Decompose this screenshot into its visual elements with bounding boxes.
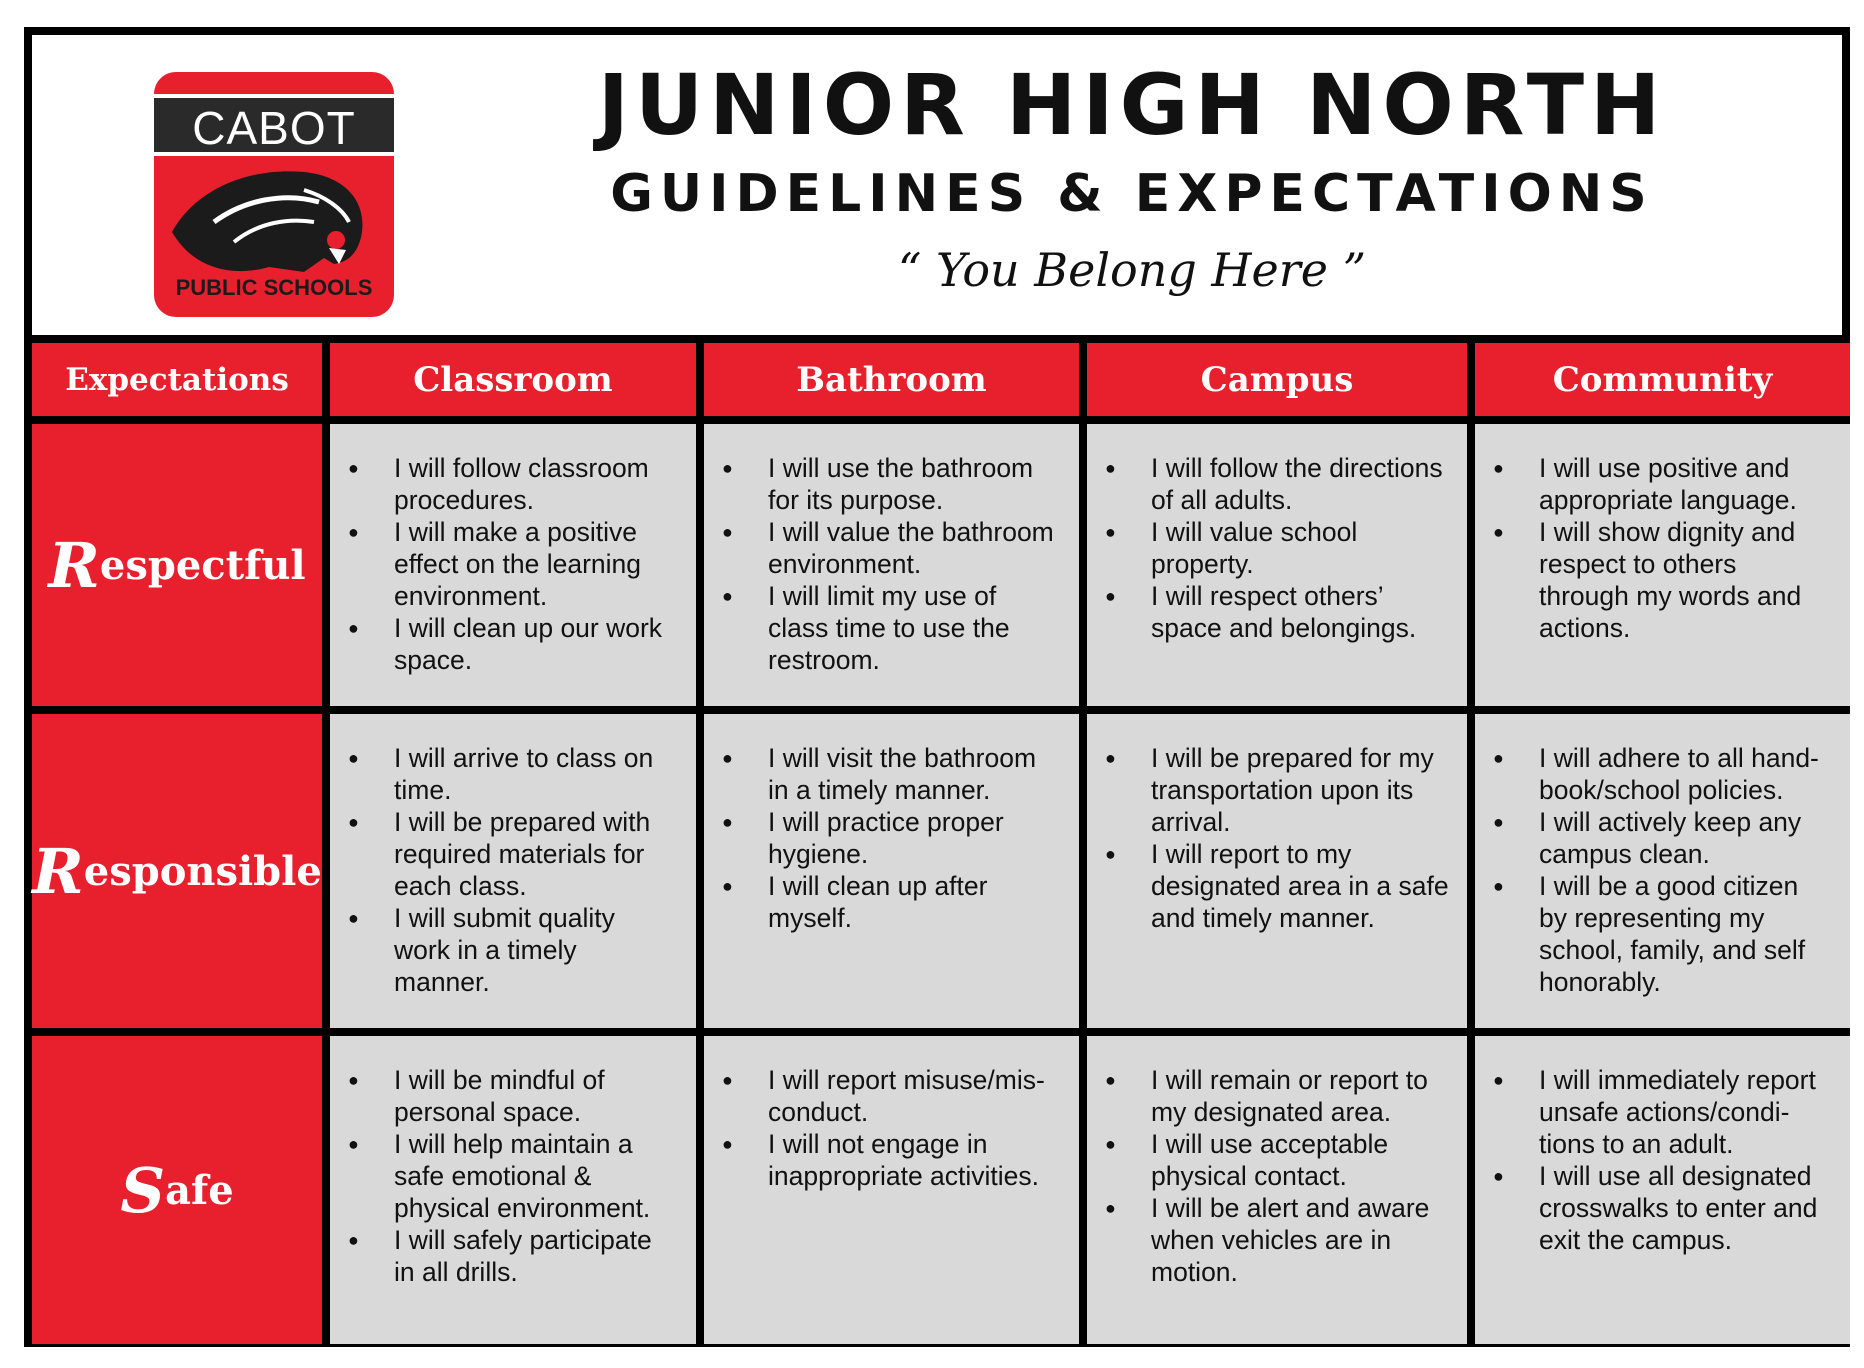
- cell-respectful-classroom: [330, 424, 696, 706]
- row-label-respectful: [32, 424, 322, 706]
- list-item: ● I will show dignity and respect to others through my words and actions.: [1493, 516, 1832, 644]
- row-label-initial: S: [120, 1153, 166, 1227]
- list-item: ● I will make a positive effect on the learning environment.: [348, 516, 678, 612]
- list-item: ● I will actively keep any campus clean.: [1493, 806, 1832, 870]
- list-item: ● I will submit quality work in a timely manner.: [348, 902, 678, 998]
- expectations-table: [32, 343, 1842, 1339]
- logo-brand-bottom: PUBLIC SCHOOLS: [175, 275, 373, 300]
- column-header-classroom: Classroom: [330, 343, 696, 416]
- list-item: ● I will be alert and aware when vehicles are in motion.: [1105, 1192, 1449, 1288]
- row-label-responsible: [32, 714, 322, 1028]
- cell-responsible-campus: [1087, 714, 1467, 1028]
- cell-respectful-community: [1475, 424, 1850, 706]
- row-label-initial: R: [32, 834, 84, 908]
- list-item: ● I will arrive to class on time.: [348, 742, 678, 806]
- list-item: ● I will immediately report unsafe actions/condi-tions to an adult.: [1493, 1064, 1832, 1160]
- list-item: ● I will follow the directions of all adults.: [1105, 452, 1449, 516]
- cell-safe-campus: [1087, 1036, 1467, 1344]
- list-item: ● I will adhere to all hand-book/school policies.: [1493, 742, 1832, 806]
- list-item: ● I will use the bathroom for its purpose.: [722, 452, 1061, 516]
- column-header-campus: Campus: [1087, 343, 1467, 416]
- list-item: ● I will be mindful of personal space.: [348, 1064, 678, 1128]
- list-item: ● I will value the bathroom environment.: [722, 516, 1061, 580]
- list-item: ● I will clean up our work space.: [348, 612, 678, 676]
- column-header-community: Community: [1475, 343, 1850, 416]
- list-item: ● I will use acceptable physical contact.: [1105, 1128, 1449, 1192]
- list-item: ● I will use all designated crosswalks to enter and exit the campus.: [1493, 1160, 1832, 1256]
- cabot-logo: [154, 72, 394, 317]
- logo-brand-top: CABOT: [192, 102, 356, 154]
- list-item: ● I will be prepared with required materials for each class.: [348, 806, 678, 902]
- list-item: ● I will be a good citizen by representing my school, family, and self honorably.: [1493, 870, 1832, 998]
- row-label-safe: [32, 1036, 322, 1344]
- row-label-rest: espectful: [99, 541, 306, 589]
- row-label-rest: esponsible: [83, 847, 322, 895]
- cell-responsible-community: [1475, 714, 1850, 1028]
- page-title: JUNIOR HIGH NORTH: [597, 56, 1667, 154]
- page-subtitle-text: GUIDELINES & EXPECTATIONS: [610, 164, 1654, 224]
- list-item: ● I will remain or report to my designated area.: [1105, 1064, 1449, 1128]
- tagline: “ You Belong Here ”: [897, 243, 1367, 297]
- cell-responsible-bathroom: [704, 714, 1079, 1028]
- list-item: ● I will help maintain a safe emotional & physical environment.: [348, 1128, 678, 1224]
- list-item: ● I will report misuse/mis-conduct.: [722, 1064, 1061, 1128]
- list-item: ● I will limit my use of class time to use the restroom.: [722, 580, 1061, 676]
- list-item: ● I will be prepared for my transportation upon its arrival.: [1105, 742, 1449, 838]
- list-item: ● I will not engage in inappropriate activities.: [722, 1128, 1061, 1192]
- list-item: ● I will practice proper hygiene.: [722, 806, 1061, 870]
- list-item: ● I will value school property.: [1105, 516, 1449, 580]
- list-item: ● I will respect others’ space and belongings.: [1105, 580, 1449, 644]
- list-item: ● I will follow classroom procedures.: [348, 452, 678, 516]
- column-header-expectations: Expectations: [32, 343, 322, 416]
- list-item: ● I will use positive and appropriate language.: [1493, 452, 1832, 516]
- list-item: ● I will report to my designated area in a safe and timely manner.: [1105, 838, 1449, 934]
- cell-respectful-bathroom: [704, 424, 1079, 706]
- poster-frame: [24, 27, 1850, 1347]
- cell-safe-bathroom: [704, 1036, 1079, 1344]
- column-header-bathroom: Bathroom: [704, 343, 1079, 416]
- cell-responsible-classroom: [330, 714, 696, 1028]
- list-item: ● I will visit the bathroom in a timely manner.: [722, 742, 1061, 806]
- list-item: ● I will safely participate in all drills.: [348, 1224, 678, 1288]
- row-label-initial: R: [48, 528, 100, 602]
- row-label-rest: afe: [165, 1166, 234, 1214]
- cell-safe-community: [1475, 1036, 1850, 1344]
- cell-safe-classroom: [330, 1036, 696, 1344]
- list-item: ● I will clean up after myself.: [722, 870, 1061, 934]
- poster-header: [32, 35, 1842, 335]
- cell-respectful-campus: [1087, 424, 1467, 706]
- page-subtitle: [432, 159, 1832, 229]
